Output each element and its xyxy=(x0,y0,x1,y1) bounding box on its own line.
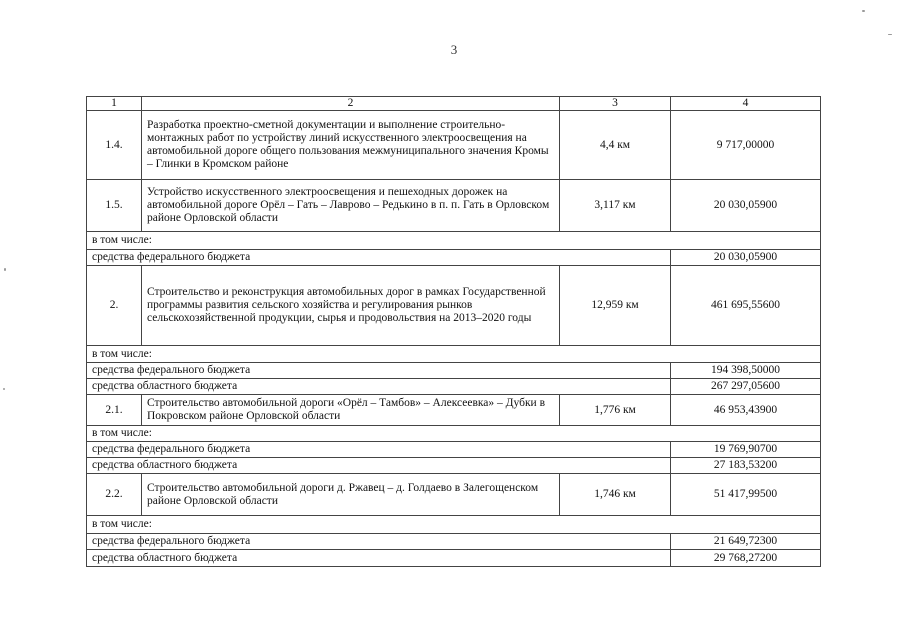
funding-source-amount: 20 030,05900 xyxy=(671,250,821,266)
item-length: 1,776 км xyxy=(560,395,671,426)
funding-source-row xyxy=(87,379,821,395)
table-row xyxy=(87,395,821,426)
funding-source-label: средства федерального бюджета xyxy=(87,250,671,266)
funding-source-amount: 194 398,50000 xyxy=(671,363,821,379)
scan-mark xyxy=(3,388,5,390)
funding-source-label: средства федерального бюджета xyxy=(87,534,671,550)
funding-source-amount: 27 183,53200 xyxy=(671,458,821,474)
page-number: 3 xyxy=(450,42,458,57)
item-number: 2. xyxy=(87,266,142,346)
item-description: Разработка проектно-сметной документации и выполнение строительно-монтажных работ по устройству линий искусственного электроосвещения на автомобильной дороге общего пользования межмуниципального значения Кромы – Глинки в Кромском районе xyxy=(142,111,560,180)
item-length: 3,117 км xyxy=(560,180,671,232)
item-description: Устройство искусственного электроосвещения и пешеходных дорожек на автомобильной дороге Орёл – Гать – Лаврово – Редькино в п. п. Гать в Орловском районе Орловской области xyxy=(142,180,560,232)
item-amount: 46 953,43900 xyxy=(671,395,821,426)
header-cell: 1 xyxy=(87,97,142,111)
item-amount: 9 717,00000 xyxy=(671,111,821,180)
including-label: в том числе: xyxy=(87,346,821,363)
item-number: 1.4. xyxy=(87,111,142,180)
item-description: Строительство автомобильной дороги «Орёл – Тамбов» – Алексеевка» – Дубки в Покровском районе Орловской области xyxy=(142,395,560,426)
including-label: в том числе: xyxy=(87,516,821,534)
including-row xyxy=(87,426,821,442)
including-row xyxy=(87,516,821,534)
funding-source-label: средства федерального бюджета xyxy=(87,442,671,458)
item-description: Строительство и реконструкция автомобильных дорог в рамках Государственной программы развития сельского хозяйства и регулирования рынков сельскохозяйственной продукции, сырья и продовольствия на 2013–2020 годы xyxy=(142,266,560,346)
funding-source-amount: 267 297,05600 xyxy=(671,379,821,395)
funding-source-row xyxy=(87,442,821,458)
table-header-row xyxy=(87,97,821,111)
funding-source-label: средства областного бюджета xyxy=(87,379,671,395)
table-row xyxy=(87,266,821,346)
funding-source-row xyxy=(87,534,821,550)
item-number: 2.2. xyxy=(87,474,142,516)
funding-source-row xyxy=(87,363,821,379)
funding-source-row xyxy=(87,458,821,474)
item-length: 1,746 км xyxy=(560,474,671,516)
including-label: в том числе: xyxy=(87,426,821,442)
funding-source-row xyxy=(87,250,821,266)
item-amount: 20 030,05900 xyxy=(671,180,821,232)
item-length: 12,959 км xyxy=(560,266,671,346)
item-number: 2.1. xyxy=(87,395,142,426)
including-label: в том числе: xyxy=(87,232,821,250)
funding-source-label: средства областного бюджета xyxy=(87,458,671,474)
header-cell: 2 xyxy=(142,97,560,111)
funding-source-label: средства федерального бюджета xyxy=(87,363,671,379)
including-row xyxy=(87,232,821,250)
table-row xyxy=(87,111,821,180)
funding-source-amount: 19 769,90700 xyxy=(671,442,821,458)
funding-source-label: средства областного бюджета xyxy=(87,550,671,567)
budget-table xyxy=(86,96,821,567)
table-row xyxy=(87,474,821,516)
table-row xyxy=(87,180,821,232)
header-cell: 3 xyxy=(560,97,671,111)
item-amount: 51 417,99500 xyxy=(671,474,821,516)
funding-source-amount: 21 649,72300 xyxy=(671,534,821,550)
scan-mark xyxy=(4,268,6,271)
funding-source-amount: 29 768,27200 xyxy=(671,550,821,567)
item-description: Строительство автомобильной дороги д. Ржавец – д. Голдаево в Залегощенском районе Орловской области xyxy=(142,474,560,516)
scan-mark xyxy=(862,10,865,12)
scan-mark xyxy=(888,34,892,35)
funding-source-row xyxy=(87,550,821,567)
including-row xyxy=(87,346,821,363)
item-number: 1.5. xyxy=(87,180,142,232)
item-amount: 461 695,55600 xyxy=(671,266,821,346)
item-length: 4,4 км xyxy=(560,111,671,180)
header-cell: 4 xyxy=(671,97,821,111)
